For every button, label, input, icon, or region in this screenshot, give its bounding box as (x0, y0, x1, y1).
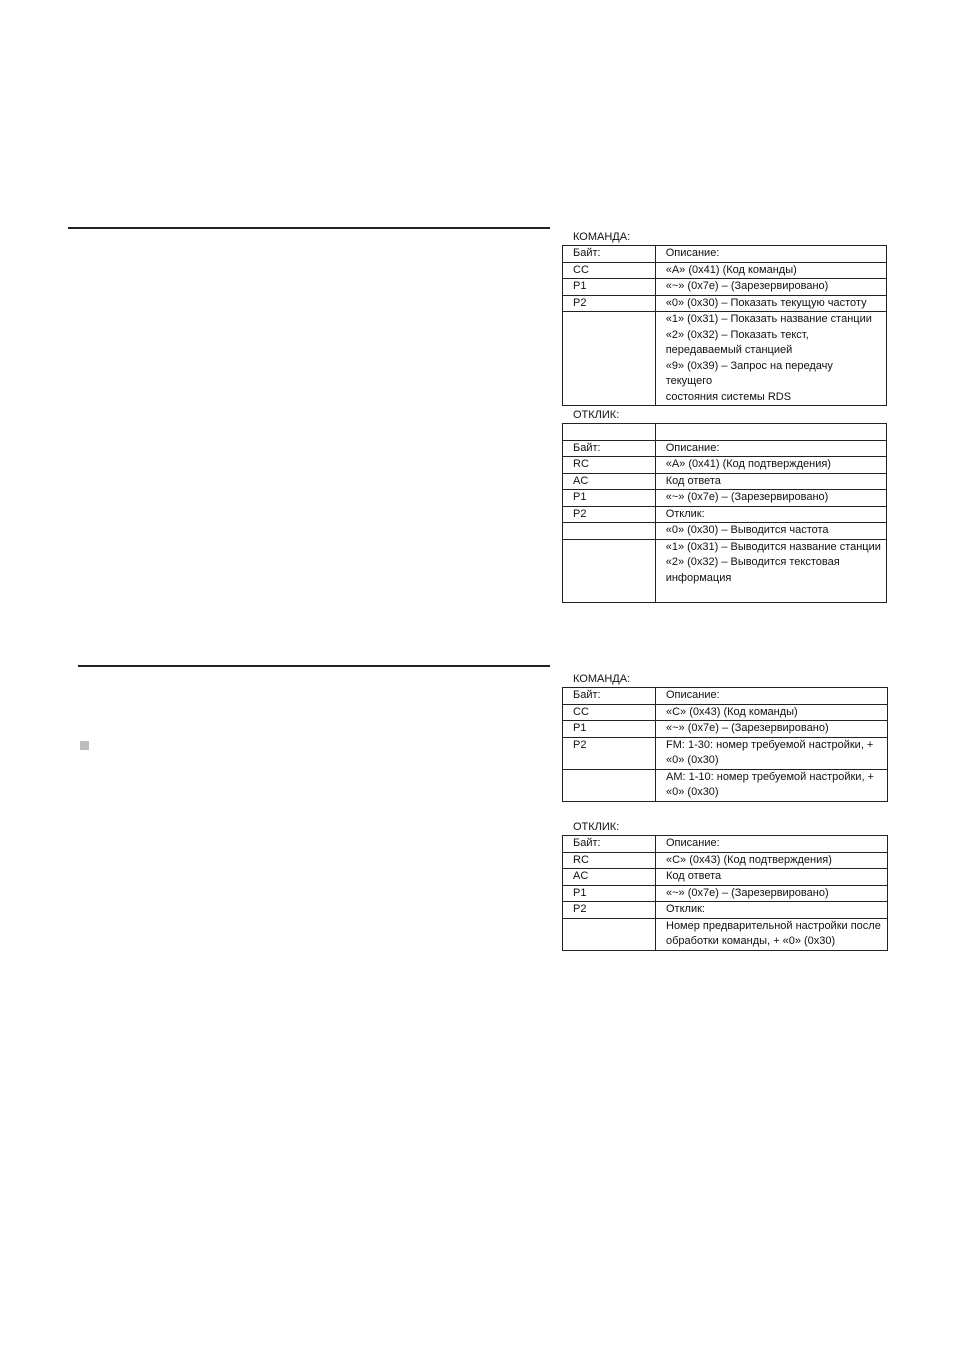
description-cell (655, 312, 886, 406)
description-line: «~» (0x7e) – (Зарезервировано) (665, 280, 829, 292)
description-line: Отклик: (666, 903, 705, 915)
description-cell (655, 490, 886, 507)
byte-cell: Байт: (563, 836, 656, 853)
description-line: состояния системы RDS (665, 390, 792, 403)
table-row (563, 852, 888, 869)
s2-command-title: КОМАНДА: (573, 673, 631, 685)
table-row (563, 523, 887, 540)
byte-cell: P1 (563, 885, 656, 902)
description-cell (656, 836, 888, 853)
table-row (563, 424, 887, 441)
description-cell (656, 918, 888, 950)
byte-cell (563, 312, 656, 406)
s2-command-table (562, 687, 888, 802)
s2-command-block (562, 673, 888, 802)
description-line (666, 586, 882, 602)
byte-cell: P2 (563, 295, 656, 312)
s2-response-table (562, 835, 888, 951)
description-cell (655, 523, 886, 540)
description-cell (656, 852, 888, 869)
description-line: «9» (0x39) – Запрос на передачу текущего (665, 359, 833, 387)
description-line: «1» (0x31) – Показать название станции (665, 313, 872, 325)
description-line: Отклик: (665, 507, 705, 520)
description-line: «0» (0x30) (666, 786, 719, 798)
description-cell (656, 688, 888, 705)
byte-cell (563, 539, 656, 602)
byte-cell: Байт: (563, 440, 656, 457)
description-line: AM: 1-10: номер требуемой настройки, + (666, 770, 874, 783)
description-line: FM: 1-30: номер требуемой настройки, + (666, 738, 874, 751)
byte-cell: Байт: (563, 688, 656, 705)
description-cell (656, 721, 888, 738)
table-row (563, 440, 887, 457)
table-row (563, 769, 888, 801)
table-row (563, 457, 887, 474)
description-line: «0» (0x30) (666, 754, 719, 766)
table-row (563, 704, 888, 721)
description-line: «0» (0x30) – Показать текущую частоту (665, 296, 867, 309)
description-cell (655, 440, 886, 457)
description-cell (656, 885, 888, 902)
s1-command-table (562, 245, 887, 406)
table-row (563, 869, 888, 886)
description-line: «0» (0x30) – Выводится частота (665, 524, 829, 536)
table-row (563, 295, 887, 312)
table-row (563, 490, 887, 507)
byte-cell: P2 (563, 902, 656, 919)
s2-response-title: ОТКЛИК: (573, 821, 620, 833)
section-2-divider (78, 665, 550, 667)
description-line: Описание: (666, 837, 720, 849)
description-line: Описание: (665, 247, 720, 259)
byte-cell: P1 (563, 721, 656, 738)
description-line: «~» (0x7e) – (Зарезервировано) (665, 491, 829, 503)
s1-command-title: КОМАНДА: (573, 231, 631, 243)
description-line: «C» (0x43) (Код подтверждения) (666, 853, 832, 866)
description-cell (655, 457, 886, 474)
s1-response-block (562, 409, 887, 603)
byte-cell (563, 523, 656, 540)
description-cell (655, 473, 886, 490)
byte-cell: RC (563, 852, 656, 869)
table-row (563, 688, 888, 705)
description-cell (656, 737, 888, 769)
description-cell (655, 506, 886, 523)
description-line: Описание: (666, 689, 720, 701)
table-row (563, 737, 888, 769)
table-row (563, 902, 888, 919)
table-row (563, 885, 888, 902)
bullet-square-icon (80, 741, 89, 750)
description-cell (655, 262, 886, 279)
table-row (563, 262, 887, 279)
byte-cell: CC (563, 262, 656, 279)
description-line: передаваемый станцией (665, 344, 793, 356)
byte-cell (563, 424, 656, 441)
table-row (563, 721, 888, 738)
table-row (563, 312, 887, 406)
description-line: Описание: (665, 441, 720, 454)
description-line: «2» (0x32) – Выводится текстовая (665, 556, 840, 568)
byte-cell: P1 (563, 279, 656, 296)
description-cell (656, 704, 888, 721)
description-line: «A» (0x41) (Код команды) (665, 263, 797, 276)
description-line: информация (665, 571, 732, 584)
description-line: Номер предварительной настройки после (666, 919, 881, 932)
byte-cell: P2 (563, 506, 656, 523)
description-line: обработки команды, + «0» (0x30) (666, 935, 836, 947)
description-line: «C» (0x43) (Код команды) (666, 705, 798, 718)
byte-cell (563, 769, 656, 801)
table-row (563, 279, 887, 296)
description-cell (656, 769, 888, 801)
table-row (563, 918, 888, 950)
description-line: «~» (0x7e) – (Зарезервировано) (666, 722, 829, 734)
description-line: «~» (0x7e) – (Зарезервировано) (666, 886, 829, 899)
section-1-divider (68, 227, 550, 229)
byte-cell: AC (563, 473, 656, 490)
table-row (563, 836, 888, 853)
description-line: Код ответа (666, 870, 722, 882)
description-cell (655, 295, 886, 312)
description-cell (655, 424, 886, 441)
byte-cell: CC (563, 704, 656, 721)
s1-command-block (562, 231, 887, 406)
description-line: «A» (0x41) (Код подтверждения) (665, 458, 831, 470)
byte-cell: RC (563, 457, 656, 474)
description-line: «2» (0x32) – Показать текст, (665, 328, 809, 341)
table-row (563, 473, 887, 490)
description-cell (656, 902, 888, 919)
description-cell (655, 539, 886, 602)
s1-response-title: ОТКЛИК: (573, 409, 620, 421)
description-line (666, 424, 882, 440)
byte-cell: Байт: (563, 246, 656, 263)
s2-response-block (562, 821, 888, 951)
description-cell (655, 246, 886, 263)
description-line: «1» (0x31) – Выводится название станции (665, 540, 881, 553)
table-row (563, 246, 887, 263)
byte-cell: P1 (563, 490, 656, 507)
s1-response-table (562, 423, 887, 603)
table-row (563, 506, 887, 523)
description-cell (656, 869, 888, 886)
description-cell (655, 279, 886, 296)
byte-cell: AC (563, 869, 656, 886)
description-line: Код ответа (665, 474, 721, 487)
table-row (563, 539, 887, 602)
byte-cell (563, 918, 656, 950)
byte-cell: P2 (563, 737, 656, 769)
